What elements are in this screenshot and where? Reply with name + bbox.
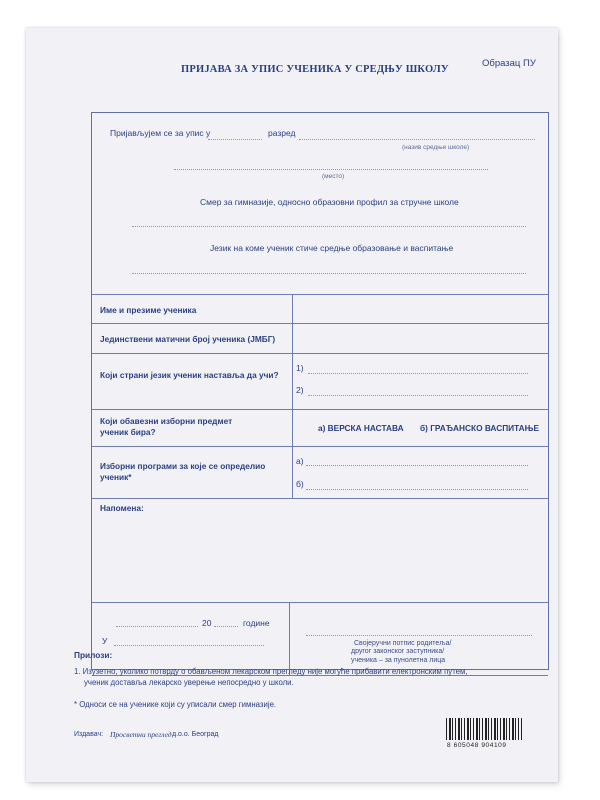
elective-subject-label: Који обавезни изборни предмет ученик бира?	[100, 416, 233, 437]
form-sheet	[26, 28, 558, 782]
signature-caption-2: другог законског заступника/	[351, 648, 445, 655]
elective-programs-label: Изборни програми за које се определио ученик*	[100, 461, 266, 482]
profile-field[interactable]	[132, 226, 526, 227]
signature-caption-1: Својеручни потпис родитеља/	[354, 640, 452, 647]
table-column-divider	[292, 294, 293, 498]
form-code: Образац ПУ	[482, 58, 536, 69]
place-caption: (место)	[322, 173, 345, 180]
foreign-language-2-field[interactable]	[308, 395, 528, 396]
foreign-option-2-label: 2)	[296, 385, 304, 395]
grade-field[interactable]	[208, 139, 262, 140]
program-a-field[interactable]	[306, 465, 528, 466]
note-field[interactable]	[100, 515, 540, 597]
year-field[interactable]	[214, 626, 238, 627]
attachment-item-1-line-1: 1. Изузетно, уколико потврду о обављеном лекарском прегледу није могуће прибавити електронским путем,	[74, 667, 468, 676]
gymnasium-footnote: * Односи се на ученике који су уписали смер гимназије.	[74, 700, 277, 709]
student-name-label: Име и презиме ученика	[100, 305, 197, 315]
form-title: ПРИЈАВА ЗА УПИС УЧЕНИКА У СРЕДЊУ ШКОЛУ	[181, 64, 449, 75]
table-divider	[92, 323, 548, 324]
attachment-item-1-line-2: ученик доставља лекарско уверење непосредно у школи.	[84, 678, 294, 687]
signature-caption-3: ученика – за пунолетна лица	[351, 657, 446, 664]
year-prefix: 20	[202, 618, 212, 628]
program-b-field[interactable]	[306, 489, 528, 490]
date-field[interactable]	[116, 626, 198, 627]
table-divider	[92, 294, 548, 295]
elective-option-civic[interactable]: б) ГРАЂАНСКО ВАСПИТАЊЕ	[420, 423, 540, 433]
program-option-a-label: а)	[296, 456, 304, 466]
student-name-field[interactable]	[296, 297, 544, 321]
school-name-field[interactable]	[299, 139, 535, 140]
profile-label: Смер за гимназије, односно образовни профил за стручне школе	[200, 197, 459, 207]
table-divider	[92, 446, 548, 447]
barcode-number: 8 605048 904109	[447, 742, 507, 749]
place-field[interactable]	[174, 169, 488, 170]
school-name-caption: (назив средње школе)	[402, 144, 470, 151]
attachments-heading: Прилози:	[74, 650, 113, 660]
table-divider	[92, 602, 548, 603]
foreign-language-1-field[interactable]	[308, 373, 528, 374]
foreign-option-1-label: 1)	[296, 363, 304, 373]
enroll-prefix: Пријављујем се за упис у	[110, 128, 211, 138]
table-divider	[92, 498, 548, 499]
program-option-b-label: б)	[296, 479, 304, 489]
elective-option-religious[interactable]: а) ВЕРСКА НАСТАВА	[318, 423, 404, 433]
jmbg-field[interactable]	[296, 326, 544, 350]
jmbg-label: Јединствени матични број ученика (ЈМБГ)	[100, 334, 276, 344]
signature-field[interactable]	[306, 635, 532, 636]
barcode	[446, 718, 522, 740]
language-field[interactable]	[132, 273, 526, 274]
place-prefix: У	[102, 636, 108, 646]
publisher-label: Издавач:	[74, 731, 104, 738]
foreign-language-label: Који страни језик ученик наставља да учи?	[100, 370, 279, 380]
table-divider	[92, 353, 548, 354]
year-suffix: године	[243, 618, 270, 628]
grade-label: разред	[268, 128, 296, 138]
language-label: Језик на коме ученик стиче средње образовање и васпитање	[210, 243, 454, 253]
publisher-suffix: д.о.о. Београд	[172, 731, 219, 738]
form-frame	[91, 112, 549, 670]
signature-column-divider	[289, 602, 290, 675]
publisher-logo: Просветни преглед	[110, 730, 172, 739]
signing-place-field[interactable]	[114, 645, 264, 646]
note-label: Напомена:	[100, 503, 144, 513]
table-divider	[92, 409, 548, 410]
